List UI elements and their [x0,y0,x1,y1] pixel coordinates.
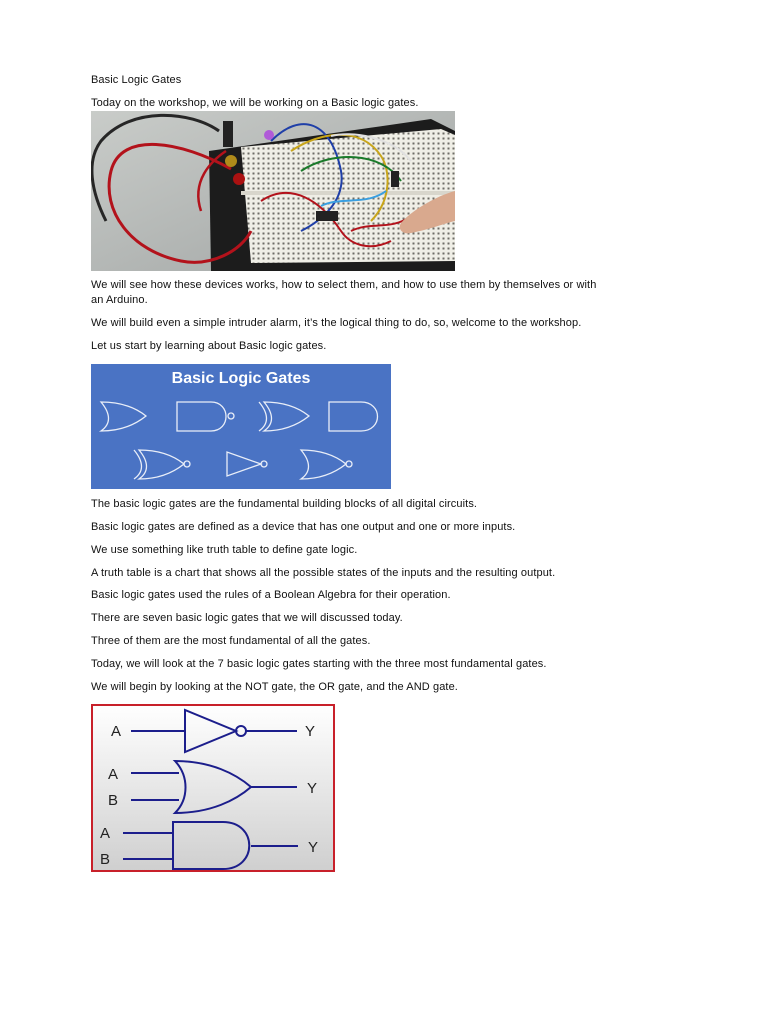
and-output-label: Y [308,839,319,856]
or-input1-label: A [108,766,119,783]
or-input2-label: B [108,792,119,809]
paragraph-alarm: We will build even a simple intruder alarm, it’s the logical thing to do, so, welcome to the workshop. [91,317,582,329]
paragraph-boolean: Basic logic gates used the rules of a Boolean Algebra for their operation. [91,589,451,601]
logic-gates-figure [91,364,391,489]
paragraph-devices-cont: an Arduino. [91,294,148,306]
not-or-and-diagram [91,704,335,872]
paragraph-three: Three of them are the most fundamental of all the gates. [91,635,371,647]
not-output-label: Y [305,723,316,740]
or-output-label: Y [307,780,318,797]
intro-paragraph: Today on the workshop, we will be working on a Basic logic gates. [91,97,419,109]
paragraph-begin: We will begin by looking at the NOT gate, the OR gate, and the AND gate. [91,681,458,693]
not-input-label: A [111,723,122,740]
paragraph-seven: There are seven basic logic gates that we will discussed today. [91,612,403,624]
paragraph-today: Today, we will look at the 7 basic logic gates starting with the three most fundamental gates. [91,658,547,670]
paragraph-defined: Basic logic gates are defined as a device that has one output and one or more inputs. [91,521,516,533]
paragraph-start: Let us start by learning about Basic logic gates. [91,340,327,352]
paragraph-devices: We will see how these devices works, how to select them, and how to use them by themselves or with [91,279,597,291]
and-input1-label: A [100,825,111,842]
breadboard-photo [91,111,455,271]
and-input2-label: B [100,851,111,868]
gates-figure-title: Basic Logic Gates [171,370,311,387]
paragraph-truth-table: We use something like truth table to define gate logic. [91,544,358,556]
page-title: Basic Logic Gates [91,74,182,86]
paragraph-fundamental: The basic logic gates are the fundamental building blocks of all digital circuits. [91,498,478,510]
paragraph-chart: A truth table is a chart that shows all the possible states of the inputs and the resulting output. [91,567,556,579]
